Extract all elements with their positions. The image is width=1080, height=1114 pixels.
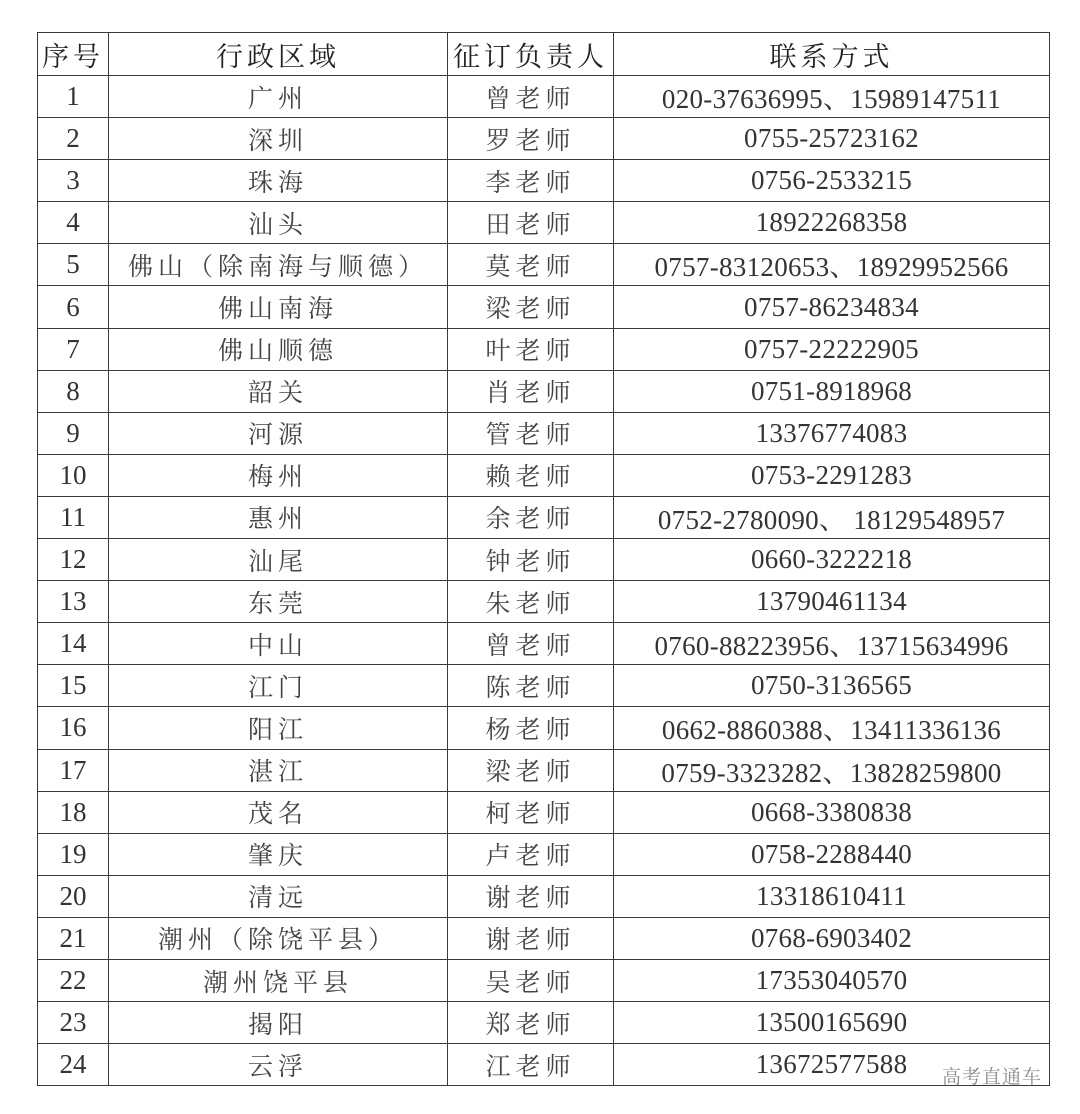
cell-contact-person: 郑老师 xyxy=(448,1002,614,1044)
cell-contact-person: 朱老师 xyxy=(448,581,614,623)
cell-phone: 0757-83120653、18929952566 xyxy=(614,244,1050,286)
cell-contact-person: 叶老师 xyxy=(448,328,614,370)
cell-phone: 18922268358 xyxy=(614,202,1050,244)
cell-contact-person: 梁老师 xyxy=(448,749,614,791)
cell-phone: 0751-8918968 xyxy=(614,370,1050,412)
cell-region: 揭阳 xyxy=(109,1002,448,1044)
cell-contact-person: 谢老师 xyxy=(448,875,614,917)
cell-region: 广州 xyxy=(109,76,448,118)
cell-region: 梅州 xyxy=(109,454,448,496)
cell-phone: 0758-2288440 xyxy=(614,833,1050,875)
table-row xyxy=(38,1044,1050,1086)
table-row xyxy=(38,244,1050,286)
cell-contact-person: 余老师 xyxy=(448,496,614,538)
cell-region: 汕尾 xyxy=(109,539,448,581)
cell-region: 中山 xyxy=(109,623,448,665)
table-row xyxy=(38,1002,1050,1044)
cell-serial-number: 23 xyxy=(38,1002,109,1044)
table-header-row xyxy=(38,33,1050,76)
cell-contact-person: 曾老师 xyxy=(448,76,614,118)
cell-phone: 0760-88223956、13715634996 xyxy=(614,623,1050,665)
cell-phone: 0660-3222218 xyxy=(614,539,1050,581)
table-row xyxy=(38,917,1050,959)
cell-contact-person: 卢老师 xyxy=(448,833,614,875)
table-row xyxy=(38,539,1050,581)
cell-contact-person: 曾老师 xyxy=(448,623,614,665)
table-body xyxy=(38,76,1050,1086)
cell-region: 茂名 xyxy=(109,791,448,833)
cell-phone: 0759-3323282、13828259800 xyxy=(614,749,1050,791)
table-row xyxy=(38,286,1050,328)
header-contact-person: 征订负责人 xyxy=(448,33,614,76)
cell-phone: 0752-2780090、 18129548957 xyxy=(614,496,1050,538)
cell-contact-person: 管老师 xyxy=(448,412,614,454)
cell-phone: 13318610411 xyxy=(614,875,1050,917)
cell-serial-number: 22 xyxy=(38,959,109,1001)
cell-contact-person: 杨老师 xyxy=(448,707,614,749)
table-row xyxy=(38,707,1050,749)
cell-region: 潮州（除饶平县） xyxy=(109,917,448,959)
cell-region: 肇庆 xyxy=(109,833,448,875)
cell-phone: 17353040570 xyxy=(614,959,1050,1001)
cell-region: 江门 xyxy=(109,665,448,707)
table-row xyxy=(38,623,1050,665)
cell-contact-person: 柯老师 xyxy=(448,791,614,833)
cell-phone: 020-37636995、15989147511 xyxy=(614,76,1050,118)
header-region: 行政区域 xyxy=(109,33,448,76)
contact-table xyxy=(37,32,1050,1086)
cell-contact-person: 谢老师 xyxy=(448,917,614,959)
cell-region: 阳江 xyxy=(109,707,448,749)
cell-contact-person: 李老师 xyxy=(448,160,614,202)
table-row xyxy=(38,118,1050,160)
cell-region: 湛江 xyxy=(109,749,448,791)
cell-phone: 13672577588 xyxy=(614,1044,1050,1086)
cell-serial-number: 8 xyxy=(38,370,109,412)
table-row xyxy=(38,76,1050,118)
table-row xyxy=(38,202,1050,244)
cell-serial-number: 12 xyxy=(38,539,109,581)
table-row xyxy=(38,328,1050,370)
cell-phone: 0755-25723162 xyxy=(614,118,1050,160)
cell-contact-person: 陈老师 xyxy=(448,665,614,707)
cell-region: 东莞 xyxy=(109,581,448,623)
table-row xyxy=(38,749,1050,791)
cell-contact-person: 田老师 xyxy=(448,202,614,244)
cell-region: 潮州饶平县 xyxy=(109,959,448,1001)
table-row xyxy=(38,665,1050,707)
cell-serial-number: 24 xyxy=(38,1044,109,1086)
cell-contact-person: 吴老师 xyxy=(448,959,614,1001)
cell-phone: 0662-8860388、13411336136 xyxy=(614,707,1050,749)
cell-serial-number: 13 xyxy=(38,581,109,623)
cell-serial-number: 20 xyxy=(38,875,109,917)
cell-region: 河源 xyxy=(109,412,448,454)
watermark-text: 高考直通车 xyxy=(942,1066,1043,1088)
cell-serial-number: 4 xyxy=(38,202,109,244)
cell-serial-number: 17 xyxy=(38,749,109,791)
cell-serial-number: 16 xyxy=(38,707,109,749)
table-row xyxy=(38,875,1050,917)
table-row xyxy=(38,496,1050,538)
cell-serial-number: 1 xyxy=(38,76,109,118)
cell-serial-number: 14 xyxy=(38,623,109,665)
header-phone: 联系方式 xyxy=(614,33,1050,76)
cell-contact-person: 江老师 xyxy=(448,1044,614,1086)
cell-region: 佛山顺德 xyxy=(109,328,448,370)
header-serial-number: 序号 xyxy=(38,33,109,76)
cell-phone: 13790461134 xyxy=(614,581,1050,623)
cell-region: 惠州 xyxy=(109,496,448,538)
cell-contact-person: 梁老师 xyxy=(448,286,614,328)
cell-phone: 0768-6903402 xyxy=(614,917,1050,959)
cell-region: 汕头 xyxy=(109,202,448,244)
cell-contact-person: 钟老师 xyxy=(448,539,614,581)
table-row xyxy=(38,581,1050,623)
cell-phone: 13500165690 xyxy=(614,1002,1050,1044)
cell-region: 珠海 xyxy=(109,160,448,202)
cell-region: 佛山（除南海与顺德） xyxy=(109,244,448,286)
cell-phone: 0753-2291283 xyxy=(614,454,1050,496)
cell-serial-number: 2 xyxy=(38,118,109,160)
cell-phone: 0750-3136565 xyxy=(614,665,1050,707)
cell-serial-number: 11 xyxy=(38,496,109,538)
table-row xyxy=(38,454,1050,496)
cell-phone: 13376774083 xyxy=(614,412,1050,454)
cell-contact-person: 肖老师 xyxy=(448,370,614,412)
table-row xyxy=(38,370,1050,412)
table-row xyxy=(38,412,1050,454)
cell-region: 佛山南海 xyxy=(109,286,448,328)
cell-region: 深圳 xyxy=(109,118,448,160)
cell-region: 云浮 xyxy=(109,1044,448,1086)
cell-phone: 0757-22222905 xyxy=(614,328,1050,370)
cell-serial-number: 10 xyxy=(38,454,109,496)
cell-serial-number: 9 xyxy=(38,412,109,454)
cell-contact-person: 莫老师 xyxy=(448,244,614,286)
cell-serial-number: 21 xyxy=(38,917,109,959)
cell-serial-number: 6 xyxy=(38,286,109,328)
cell-contact-person: 赖老师 xyxy=(448,454,614,496)
cell-serial-number: 7 xyxy=(38,328,109,370)
cell-region: 清远 xyxy=(109,875,448,917)
cell-phone: 0757-86234834 xyxy=(614,286,1050,328)
table-row xyxy=(38,791,1050,833)
cell-serial-number: 15 xyxy=(38,665,109,707)
cell-contact-person: 罗老师 xyxy=(448,118,614,160)
table-row xyxy=(38,160,1050,202)
table-row xyxy=(38,833,1050,875)
cell-serial-number: 5 xyxy=(38,244,109,286)
contact-table-container xyxy=(37,32,1050,1086)
table-row xyxy=(38,959,1050,1001)
cell-phone: 0756-2533215 xyxy=(614,160,1050,202)
cell-region: 韶关 xyxy=(109,370,448,412)
cell-phone: 0668-3380838 xyxy=(614,791,1050,833)
cell-serial-number: 3 xyxy=(38,160,109,202)
cell-serial-number: 18 xyxy=(38,791,109,833)
cell-serial-number: 19 xyxy=(38,833,109,875)
